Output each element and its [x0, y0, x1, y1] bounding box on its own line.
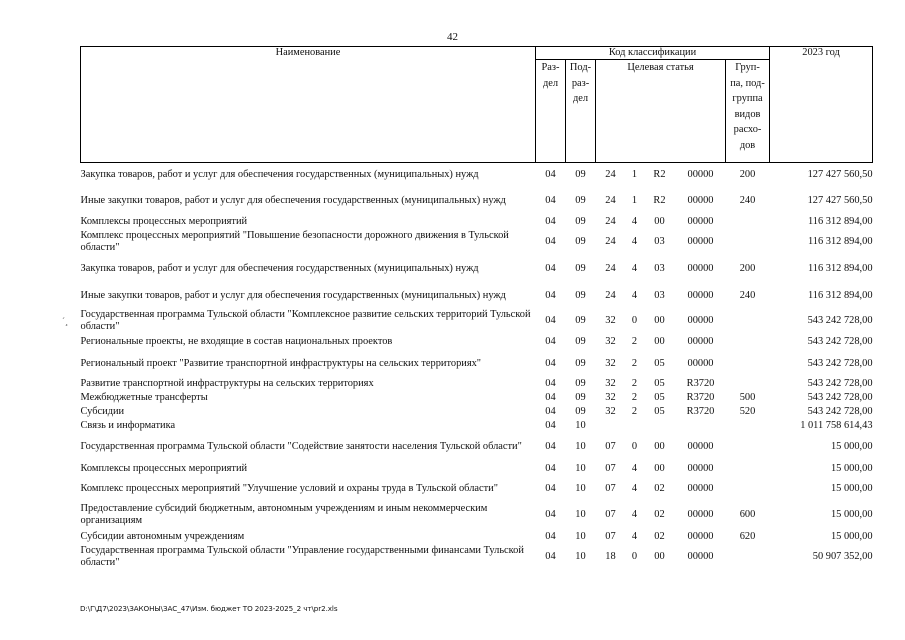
- table-row: [81, 405, 873, 419]
- cell-t4: 00000: [687, 236, 714, 247]
- cell-vr: 520: [739, 406, 756, 417]
- cell-name: Региональные проекты, не входящие в состав национальных проектов: [80, 335, 393, 347]
- header-year: 2023 год: [770, 47, 873, 163]
- cell-t1: 32: [605, 378, 616, 389]
- cell-name: Комплекс процессных мероприятий "Улучшение условий и охраны труда в Тульской области": [80, 482, 498, 494]
- cell-rz: 04: [545, 290, 556, 301]
- cell-name: Государственная программа Тульской области "Управление государственными финансами Тульской области": [80, 545, 524, 568]
- cell-t1: 32: [605, 315, 616, 326]
- cell-vr: 240: [739, 290, 756, 301]
- cell-amount: 15 000,00: [830, 509, 873, 520]
- cell-vr: [726, 419, 770, 433]
- cell-amount: 15 000,00: [830, 483, 873, 494]
- header-target: Целевая статья: [596, 60, 726, 163]
- cell-rz: 04: [545, 315, 556, 326]
- cell-amount: 15 000,00: [830, 441, 873, 452]
- header-name: Наименование: [81, 47, 536, 163]
- cell-t1: 24: [605, 263, 616, 274]
- cell-name: Развитие транспортной инфраструктуры на сельских территориях: [80, 377, 374, 389]
- cell-t4: R3720: [686, 406, 715, 417]
- cell-t1: 32: [605, 358, 616, 369]
- footer-file-path: D:\Г\Д7\2023\ЗАКОНЫ\ЗАС_47\Изм. бюджет ТО 2023-2025_2 чт\pr2.xls: [80, 604, 338, 613]
- cell-t4: R3720: [686, 392, 715, 403]
- cell-t4: 00000: [687, 463, 714, 474]
- cell-amount: 127 427 560,50: [807, 169, 873, 181]
- cell-t2: [626, 419, 644, 433]
- cell-vr: [726, 229, 770, 255]
- cell-pr: 09: [575, 336, 586, 347]
- cell-pr: 09: [575, 195, 586, 206]
- cell-t3: 03: [654, 263, 665, 274]
- table-row: [81, 163, 873, 187]
- cell-amount: 543 242 728,00: [807, 406, 873, 417]
- cell-pr: 09: [575, 290, 586, 301]
- cell-t3: 02: [654, 509, 665, 520]
- cell-vr: [726, 545, 770, 569]
- cell-t1: [596, 419, 626, 433]
- cell-t4: 00000: [687, 551, 714, 562]
- cell-t2: 1: [631, 195, 638, 206]
- cell-rz: 04: [545, 378, 556, 389]
- cell-t2: 4: [631, 463, 638, 474]
- table-row: [81, 391, 873, 405]
- cell-t2: 4: [631, 290, 638, 301]
- cell-pr: 10: [575, 551, 586, 562]
- cell-amount: 116 312 894,00: [807, 236, 873, 247]
- cell-pr: 09: [575, 216, 586, 227]
- cell-amount: 127 427 560,50: [807, 195, 873, 206]
- table-row: [81, 461, 873, 477]
- cell-vr: [726, 351, 770, 377]
- cell-rz: 04: [545, 358, 556, 369]
- header-code: Код классификации: [536, 47, 770, 60]
- cell-t2: 4: [631, 216, 638, 227]
- cell-vr: [726, 215, 770, 229]
- cell-name: Иные закупки товаров, работ и услуг для обеспечения государственных (муниципальных) нужд: [80, 289, 506, 301]
- table-header: [81, 47, 873, 163]
- table-row: [81, 333, 873, 351]
- cell-t2: 4: [631, 263, 638, 274]
- cell-pr: 10: [575, 441, 586, 452]
- cell-amount: 1 011 758 614,43: [800, 420, 873, 431]
- cell-rz: 04: [545, 336, 556, 347]
- cell-amount: 543 242 728,00: [807, 392, 873, 403]
- cell-t2: 4: [631, 509, 638, 520]
- cell-amount: 15 000,00: [830, 463, 873, 474]
- cell-t4: 00000: [687, 483, 714, 494]
- cell-pr: 10: [575, 531, 586, 542]
- cell-name: Региональный проект "Развитие транспортной инфраструктуры на сельских территориях": [80, 357, 482, 369]
- cell-pr: 10: [575, 463, 586, 474]
- cell-t2: 2: [631, 358, 638, 369]
- cell-rz: 04: [545, 483, 556, 494]
- table-row: [81, 501, 873, 529]
- cell-pr: 09: [575, 392, 586, 403]
- cell-t1: 32: [605, 406, 616, 417]
- cell-t4: 00000: [687, 315, 714, 326]
- cell-pr: 09: [575, 406, 586, 417]
- table-row: [81, 255, 873, 283]
- cell-rz: 04: [545, 441, 556, 452]
- cell-vr: [726, 333, 770, 351]
- cell-rz: 04: [545, 509, 556, 520]
- scan-mark: ´¸: [62, 316, 68, 326]
- table-row: [81, 351, 873, 377]
- cell-name: Субсидии автономным учреждениям: [80, 530, 245, 542]
- table-row: [81, 283, 873, 309]
- cell-t1: 24: [605, 236, 616, 247]
- cell-t1: 32: [605, 392, 616, 403]
- cell-t4: 00000: [687, 509, 714, 520]
- cell-t3: 03: [654, 236, 665, 247]
- cell-rz: 04: [545, 420, 556, 431]
- cell-t3: 00: [654, 463, 665, 474]
- header-podrazdel: Под- раз- дел: [566, 60, 596, 163]
- table-row: [81, 419, 873, 433]
- cell-rz: 04: [545, 551, 556, 562]
- cell-t1: 07: [605, 463, 616, 474]
- table-row: [81, 529, 873, 545]
- cell-t1: 07: [605, 531, 616, 542]
- cell-rz: 04: [545, 236, 556, 247]
- cell-t4: 00000: [687, 290, 714, 301]
- cell-t3: 02: [654, 531, 665, 542]
- cell-t1: 24: [605, 216, 616, 227]
- cell-name: Иные закупки товаров, работ и услуг для обеспечения государственных (муниципальных) нужд: [80, 194, 506, 206]
- header-razdel: Раз- дел: [536, 60, 566, 163]
- table-row: [81, 545, 873, 569]
- cell-t3: R2: [653, 195, 666, 206]
- page-number: 42: [447, 31, 458, 43]
- cell-rz: 04: [545, 463, 556, 474]
- cell-t1: 24: [605, 169, 616, 181]
- cell-t4: 00000: [687, 263, 714, 274]
- cell-t3: R2: [653, 169, 666, 181]
- cell-name: Межбюджетные трансферты: [80, 391, 208, 403]
- cell-pr: 10: [575, 509, 586, 520]
- cell-amount: 116 312 894,00: [807, 216, 873, 227]
- cell-name: Закупка товаров, работ и услуг для обеспечения государственных (муниципальных) нужд: [80, 262, 479, 274]
- cell-vr: [726, 377, 770, 391]
- cell-amount: 15 000,00: [830, 531, 873, 542]
- cell-t3: 00: [654, 551, 665, 562]
- cell-vr: 200: [739, 169, 756, 181]
- cell-t4: 00000: [687, 336, 714, 347]
- cell-vr: 200: [739, 263, 756, 274]
- cell-t1: 24: [605, 290, 616, 301]
- cell-t3: 00: [654, 315, 665, 326]
- cell-t3: 00: [654, 441, 665, 452]
- table-row: [81, 309, 873, 333]
- cell-t2: 4: [631, 531, 638, 542]
- cell-rz: 04: [545, 263, 556, 274]
- cell-t4: [676, 419, 726, 433]
- cell-name: Предоставление субсидий бюджетным, автономным учреждениям и иным некоммерческим организациям: [80, 503, 488, 526]
- cell-t1: 07: [605, 483, 616, 494]
- cell-t3: 05: [654, 358, 665, 369]
- cell-vr: [726, 477, 770, 501]
- cell-t3: 05: [654, 392, 665, 403]
- cell-t2: 0: [631, 551, 638, 562]
- cell-amount: 543 242 728,00: [807, 315, 873, 326]
- cell-pr: 09: [575, 378, 586, 389]
- cell-name: Связь и информатика: [80, 419, 176, 431]
- cell-vr: 500: [739, 392, 756, 403]
- cell-t4: 00000: [687, 441, 714, 452]
- cell-t2: 4: [631, 236, 638, 247]
- cell-amount: 116 312 894,00: [807, 290, 873, 301]
- cell-pr: 10: [575, 420, 586, 431]
- table-row: [81, 187, 873, 215]
- budget-table: [80, 46, 873, 569]
- cell-name: Закупка товаров, работ и услуг для обеспечения государственных (муниципальных) нужд: [80, 169, 479, 180]
- cell-name: Субсидии: [80, 405, 125, 417]
- cell-t4: 00000: [687, 216, 714, 227]
- cell-t4: R3720: [686, 378, 715, 389]
- cell-t4: 00000: [687, 358, 714, 369]
- cell-t2: 0: [631, 315, 638, 326]
- cell-t3: 03: [654, 290, 665, 301]
- cell-t2: 2: [631, 378, 638, 389]
- cell-rz: 04: [545, 392, 556, 403]
- header-group: Груп- па, под- группа видов расхо- дов: [726, 60, 770, 163]
- cell-t2: 0: [631, 441, 638, 452]
- cell-amount: 543 242 728,00: [807, 336, 873, 347]
- cell-amount: 116 312 894,00: [807, 263, 873, 274]
- cell-amount: 543 242 728,00: [807, 358, 873, 369]
- cell-vr: 620: [739, 531, 756, 542]
- cell-vr: 600: [739, 509, 756, 520]
- table-row: [81, 433, 873, 461]
- table-row: [81, 229, 873, 255]
- cell-t3: 02: [654, 483, 665, 494]
- cell-t2: 2: [631, 336, 638, 347]
- cell-t1: 32: [605, 336, 616, 347]
- cell-vr: 240: [739, 195, 756, 206]
- cell-t3: 05: [654, 378, 665, 389]
- cell-t2: 2: [631, 392, 638, 403]
- cell-t3: [644, 419, 676, 433]
- cell-name: Комплекс процессных мероприятий "Повышение безопасности дорожного движения в Тульской области": [80, 230, 509, 253]
- cell-vr: [726, 309, 770, 333]
- cell-t4: 00000: [687, 195, 714, 206]
- cell-name: Государственная программа Тульской области "Содействие занятости населения Тульской области": [80, 440, 522, 452]
- cell-t4: 00000: [687, 169, 714, 181]
- table-row: [81, 477, 873, 501]
- cell-rz: 04: [545, 169, 556, 181]
- cell-pr: 09: [575, 358, 586, 369]
- cell-t2: 1: [631, 169, 638, 181]
- table-row: [81, 215, 873, 229]
- cell-t2: 2: [631, 406, 638, 417]
- cell-t3: 00: [654, 336, 665, 347]
- cell-t2: 4: [631, 483, 638, 494]
- cell-pr: 09: [575, 315, 586, 326]
- cell-t1: 18: [605, 551, 616, 562]
- cell-name: Комплексы процессных мероприятий: [80, 462, 248, 474]
- cell-rz: 04: [545, 531, 556, 542]
- cell-pr: 09: [575, 263, 586, 274]
- cell-name: Комплексы процессных мероприятий: [80, 215, 248, 227]
- cell-amount: 50 907 352,00: [812, 551, 873, 562]
- cell-pr: 10: [575, 483, 586, 494]
- cell-vr: [726, 433, 770, 461]
- cell-t1: 24: [605, 195, 616, 206]
- cell-t3: 05: [654, 406, 665, 417]
- cell-t1: 07: [605, 509, 616, 520]
- cell-rz: 04: [545, 406, 556, 417]
- table-body: [81, 163, 873, 569]
- cell-pr: 09: [575, 169, 586, 181]
- cell-rz: 04: [545, 216, 556, 227]
- cell-vr: [726, 461, 770, 477]
- table-row: [81, 377, 873, 391]
- cell-pr: 09: [575, 236, 586, 247]
- cell-name: Государственная программа Тульской области "Комплексное развитие сельских территорий Тульской области": [80, 309, 531, 332]
- cell-t3: 00: [654, 216, 665, 227]
- cell-t4: 00000: [687, 531, 714, 542]
- cell-amount: 543 242 728,00: [807, 378, 873, 389]
- cell-t1: 07: [605, 441, 616, 452]
- cell-rz: 04: [545, 195, 556, 206]
